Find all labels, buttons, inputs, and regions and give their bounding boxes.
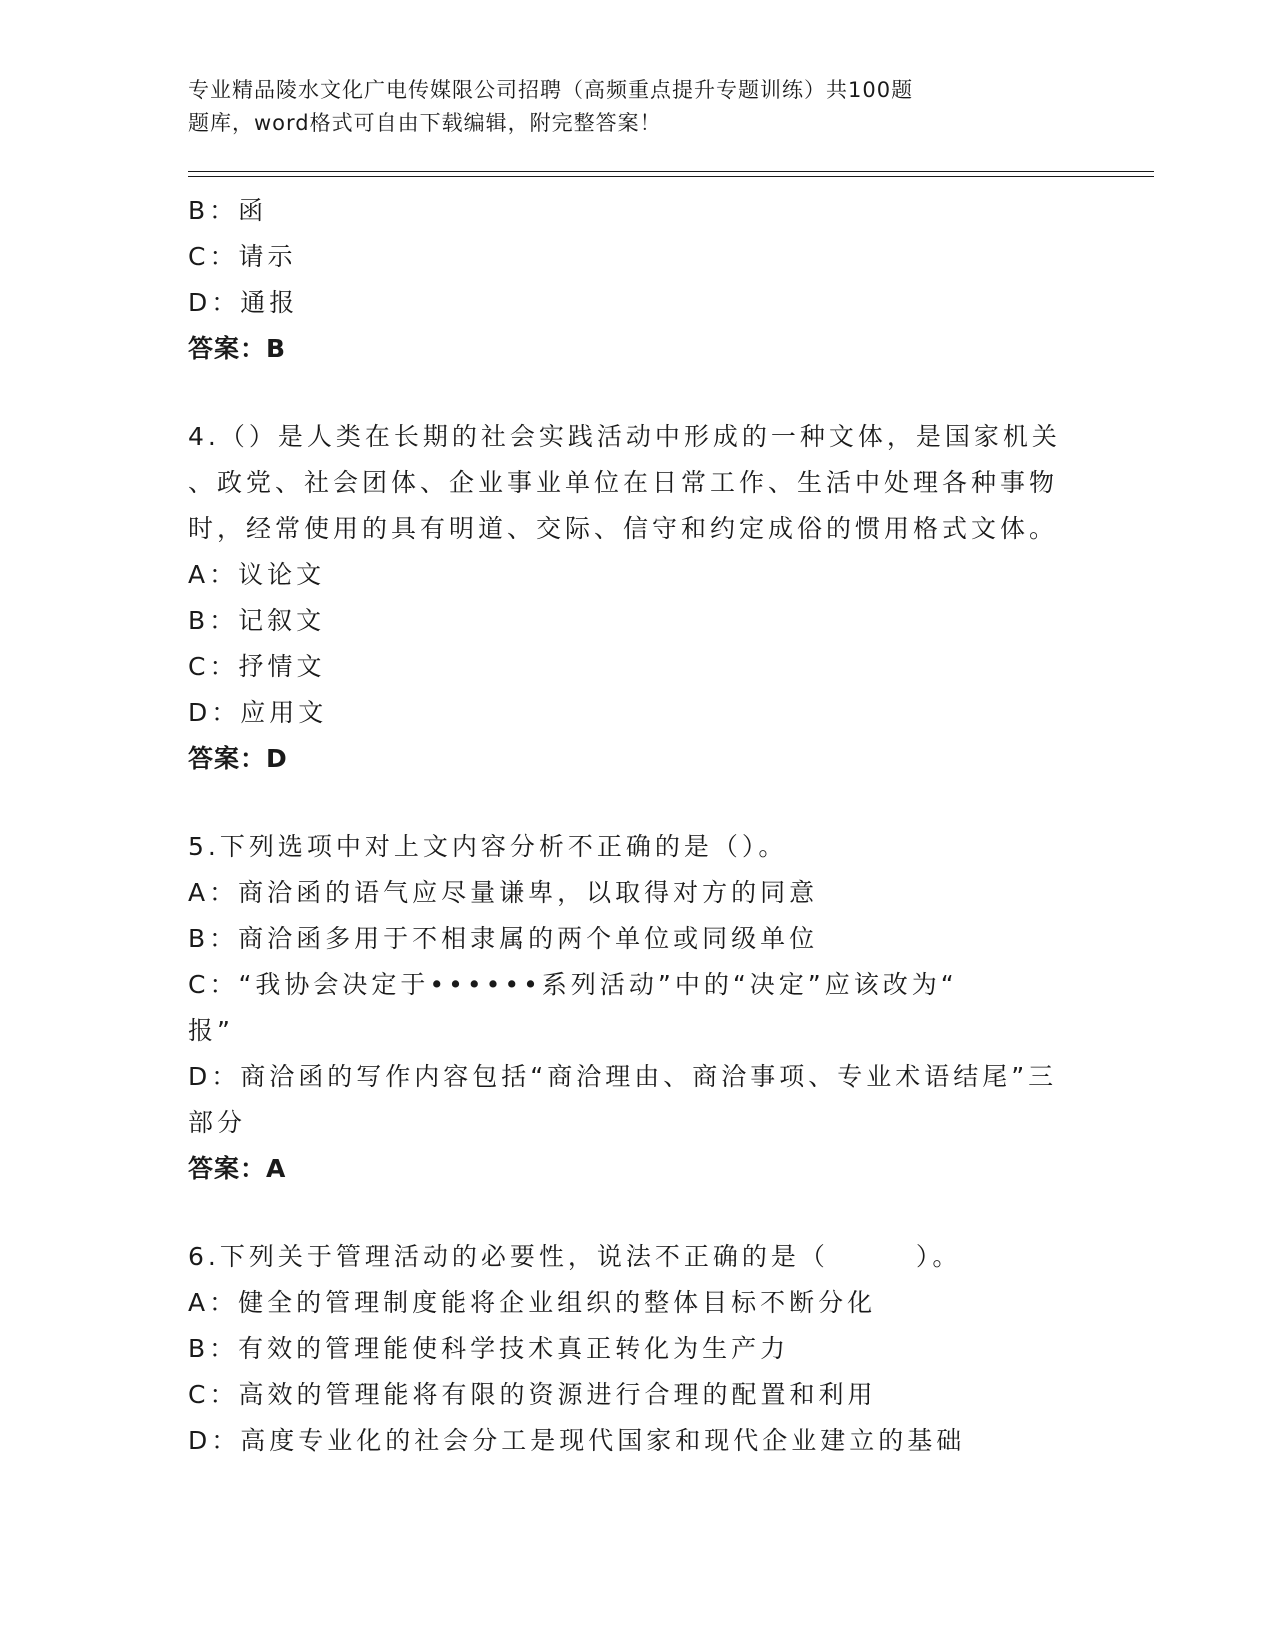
option-c: C：“我协会决定于••••••系列活动”中的“决定”应该改为“: [188, 970, 958, 999]
question-spacer: [188, 372, 1088, 414]
question-spacer: [188, 1192, 1088, 1234]
header-title-line-2: 题库，word格式可自由下载编辑，附完整答案！: [188, 111, 662, 135]
option-c-continued: 报”: [188, 1016, 234, 1045]
answer: 答案：D: [188, 744, 288, 773]
question-5: [188, 824, 1088, 1192]
header-rule-top: [188, 171, 1154, 172]
answer: 答案：B: [188, 334, 287, 363]
option-a: A：商洽函的语气应尽量谦卑，以取得对方的同意: [188, 878, 819, 907]
header-rule-bottom: [188, 176, 1154, 177]
option-c: C：抒情文: [188, 652, 326, 681]
option-a: A：健全的管理制度能将企业组织的整体目标不断分化: [188, 1288, 877, 1317]
question-stem: 4.（）是人类在长期的社会实践活动中形成的一种文体，是国家机关: [188, 422, 1061, 451]
question-3: [188, 188, 1088, 372]
option-b: B：有效的管理能使科学技术真正转化为生产力: [188, 1334, 790, 1363]
question-spacer: [188, 782, 1088, 824]
option-d-continued: 部分: [188, 1108, 247, 1137]
question-6: [188, 1234, 1088, 1464]
question-stem: 5.下列选项中对上文内容分析不正确的是（）。: [188, 832, 788, 861]
document-header: [188, 74, 1028, 140]
option-d: D：商洽函的写作内容包括“商洽理由、商洽事项、专业术语结尾”三: [188, 1062, 1058, 1091]
question-stem: 6.下列关于管理活动的必要性，说法不正确的是（ ）。: [188, 1242, 962, 1271]
option-b: B：商洽函多用于不相隶属的两个单位或同级单位: [188, 924, 819, 953]
question-stem: 时，经常使用的具有明道、交际、信守和约定成俗的惯用格式文体。: [188, 514, 1059, 543]
option-d: D：高度专业化的社会分工是现代国家和现代企业建立的基础: [188, 1426, 966, 1455]
option-d: D：通报: [188, 288, 299, 317]
option-c: C：高效的管理能将有限的资源进行合理的配置和利用: [188, 1380, 877, 1409]
question-4: [188, 414, 1088, 782]
option-d: D：应用文: [188, 698, 328, 727]
question-list: [188, 188, 1088, 1464]
option-a: A：议论文: [188, 560, 326, 589]
option-b: B：记叙文: [188, 606, 326, 635]
header-title-line-1: 专业精品陵水文化广电传媒限公司招聘（高频重点提升专题训练）共100题: [188, 78, 914, 102]
option-c: C：请示: [188, 242, 297, 271]
question-stem: 、政党、社会团体、企业事业单位在日常工作、生活中处理各种事物: [188, 468, 1059, 497]
option-b: B：函: [188, 196, 268, 225]
answer: 答案：A: [188, 1154, 287, 1183]
